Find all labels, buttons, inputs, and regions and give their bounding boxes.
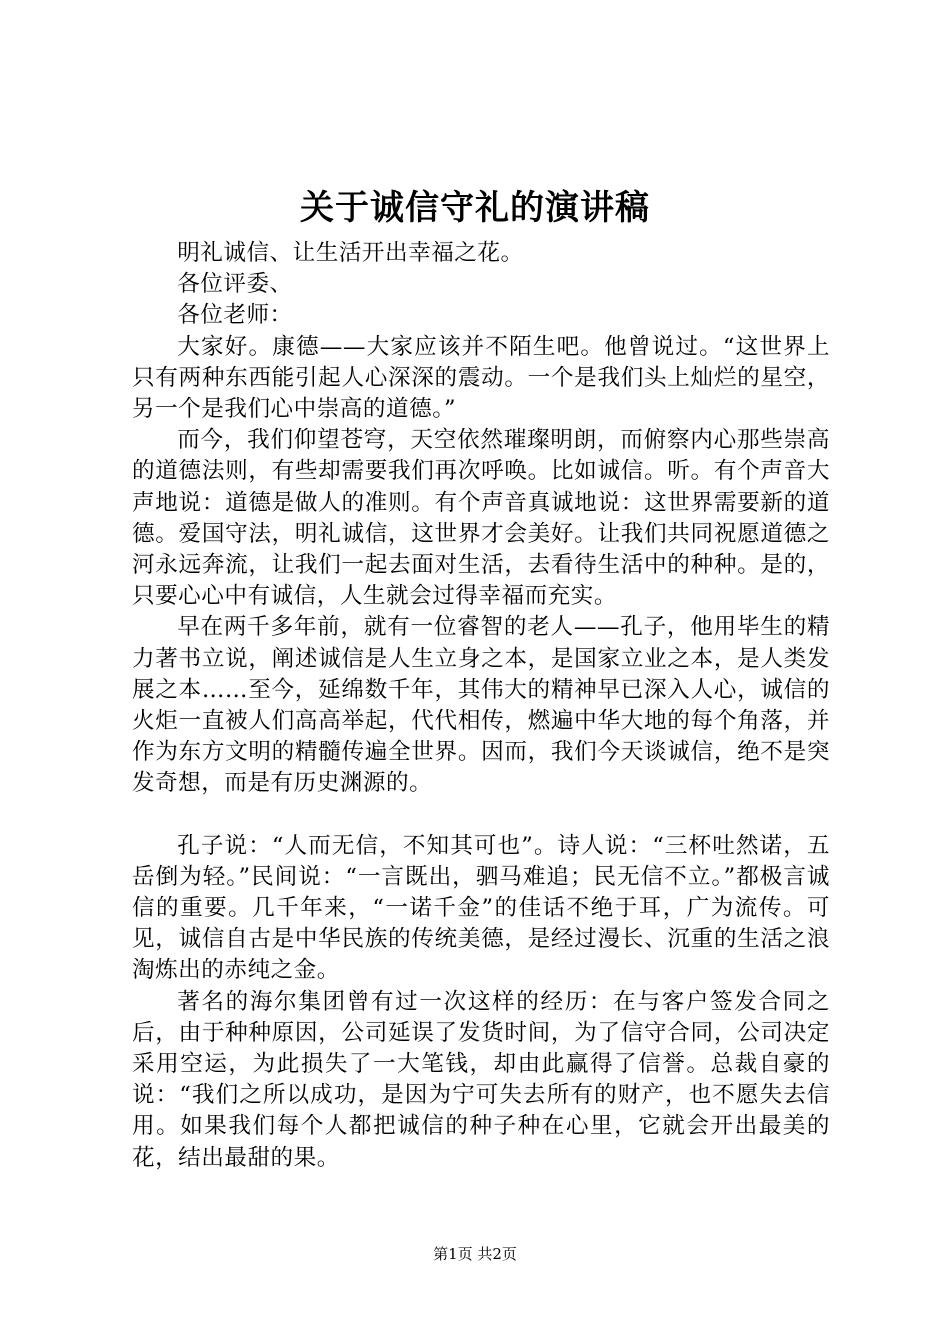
paragraph-salutation-judges: 各位评委、: [177, 271, 293, 298]
paragraph-salutation-teachers: 各位老师：: [177, 302, 293, 329]
paragraph-moral-call: 而今，我们仰望苍穹，天空依然璀璨明朗，而俯察内心那些崇高的道德法则，有些却需要我们再次呼唤。比如诚信。听。有个声音大声地说：道德是做人的准则。有个声音真诚地说：这世界需要新的道德。爱国守法，明礼诚信，这世界才会美好。让我们共同祝愿道德之河永远奔流，让我们一起去面对生活，去看待生活中的种种。是的，只要心心中有诚信，人生就会过得幸福而充实。: [132, 427, 830, 610]
paragraph-kant-quote: 大家好。康德——大家应该并不陌生吧。他曾说过。“这世界上只有两种东西能引起人心深深的震动。一个是我们头上灿烂的星空，另一个是我们心中崇高的道德。”: [132, 333, 830, 423]
paragraph-haier-story: 著名的海尔集团曾有过一次这样的经历：在与客户签发合同之后，由于种种原因，公司延误了发货时间，为了信守合同，公司决定采用空运，为此损失了一大笔钱，却由此赢得了信誉。总裁自豪的说：“我们之所以成功，是因为宁可失去所有的财产，也不愿失去信用。如果我们每个人都把诚信的种子种在心里，它就会开出最美的花，结出最甜的果。: [132, 988, 830, 1171]
document-body: [132, 238, 830, 1174]
paragraph-confucius-history: 早在两千多年前，就有一位睿智的老人——孔子，他用毕生的精力著书立说，阐述诚信是人生立身之本，是国家立业之本，是人类发展之本……至今，延绵数千年，其伟大的精神早已深入人心，诚信的火炬一直被人们高高举起，代代相传，燃遍中华大地的每个角落，并作为东方文明的精髓传遍全世界。因而，我们今天谈诚信，绝不是突发奇想，而是有历史渊源的。: [132, 614, 830, 797]
paragraph-sayings: 孔子说：“人而无信，不知其可也”。诗人说：“三杯吐然诺，五岳倒为轻。”民间说：“一言既出，驷马难追；民无信不立。”都极言诚信的重要。几千年来，“一诺千金”的佳话不绝于耳，广为流传。可见，诚信自古是中华民族的传统美德，是经过漫长、沉重的生活之浪淘炼出的赤纯之金。: [132, 832, 830, 984]
document-title: 关于诚信守礼的演讲稿: [300, 188, 650, 228]
page-footer: 第1页 共2页: [433, 1245, 517, 1263]
paragraph-theme: 明礼诚信、让生活开出幸福之花。: [177, 240, 524, 266]
